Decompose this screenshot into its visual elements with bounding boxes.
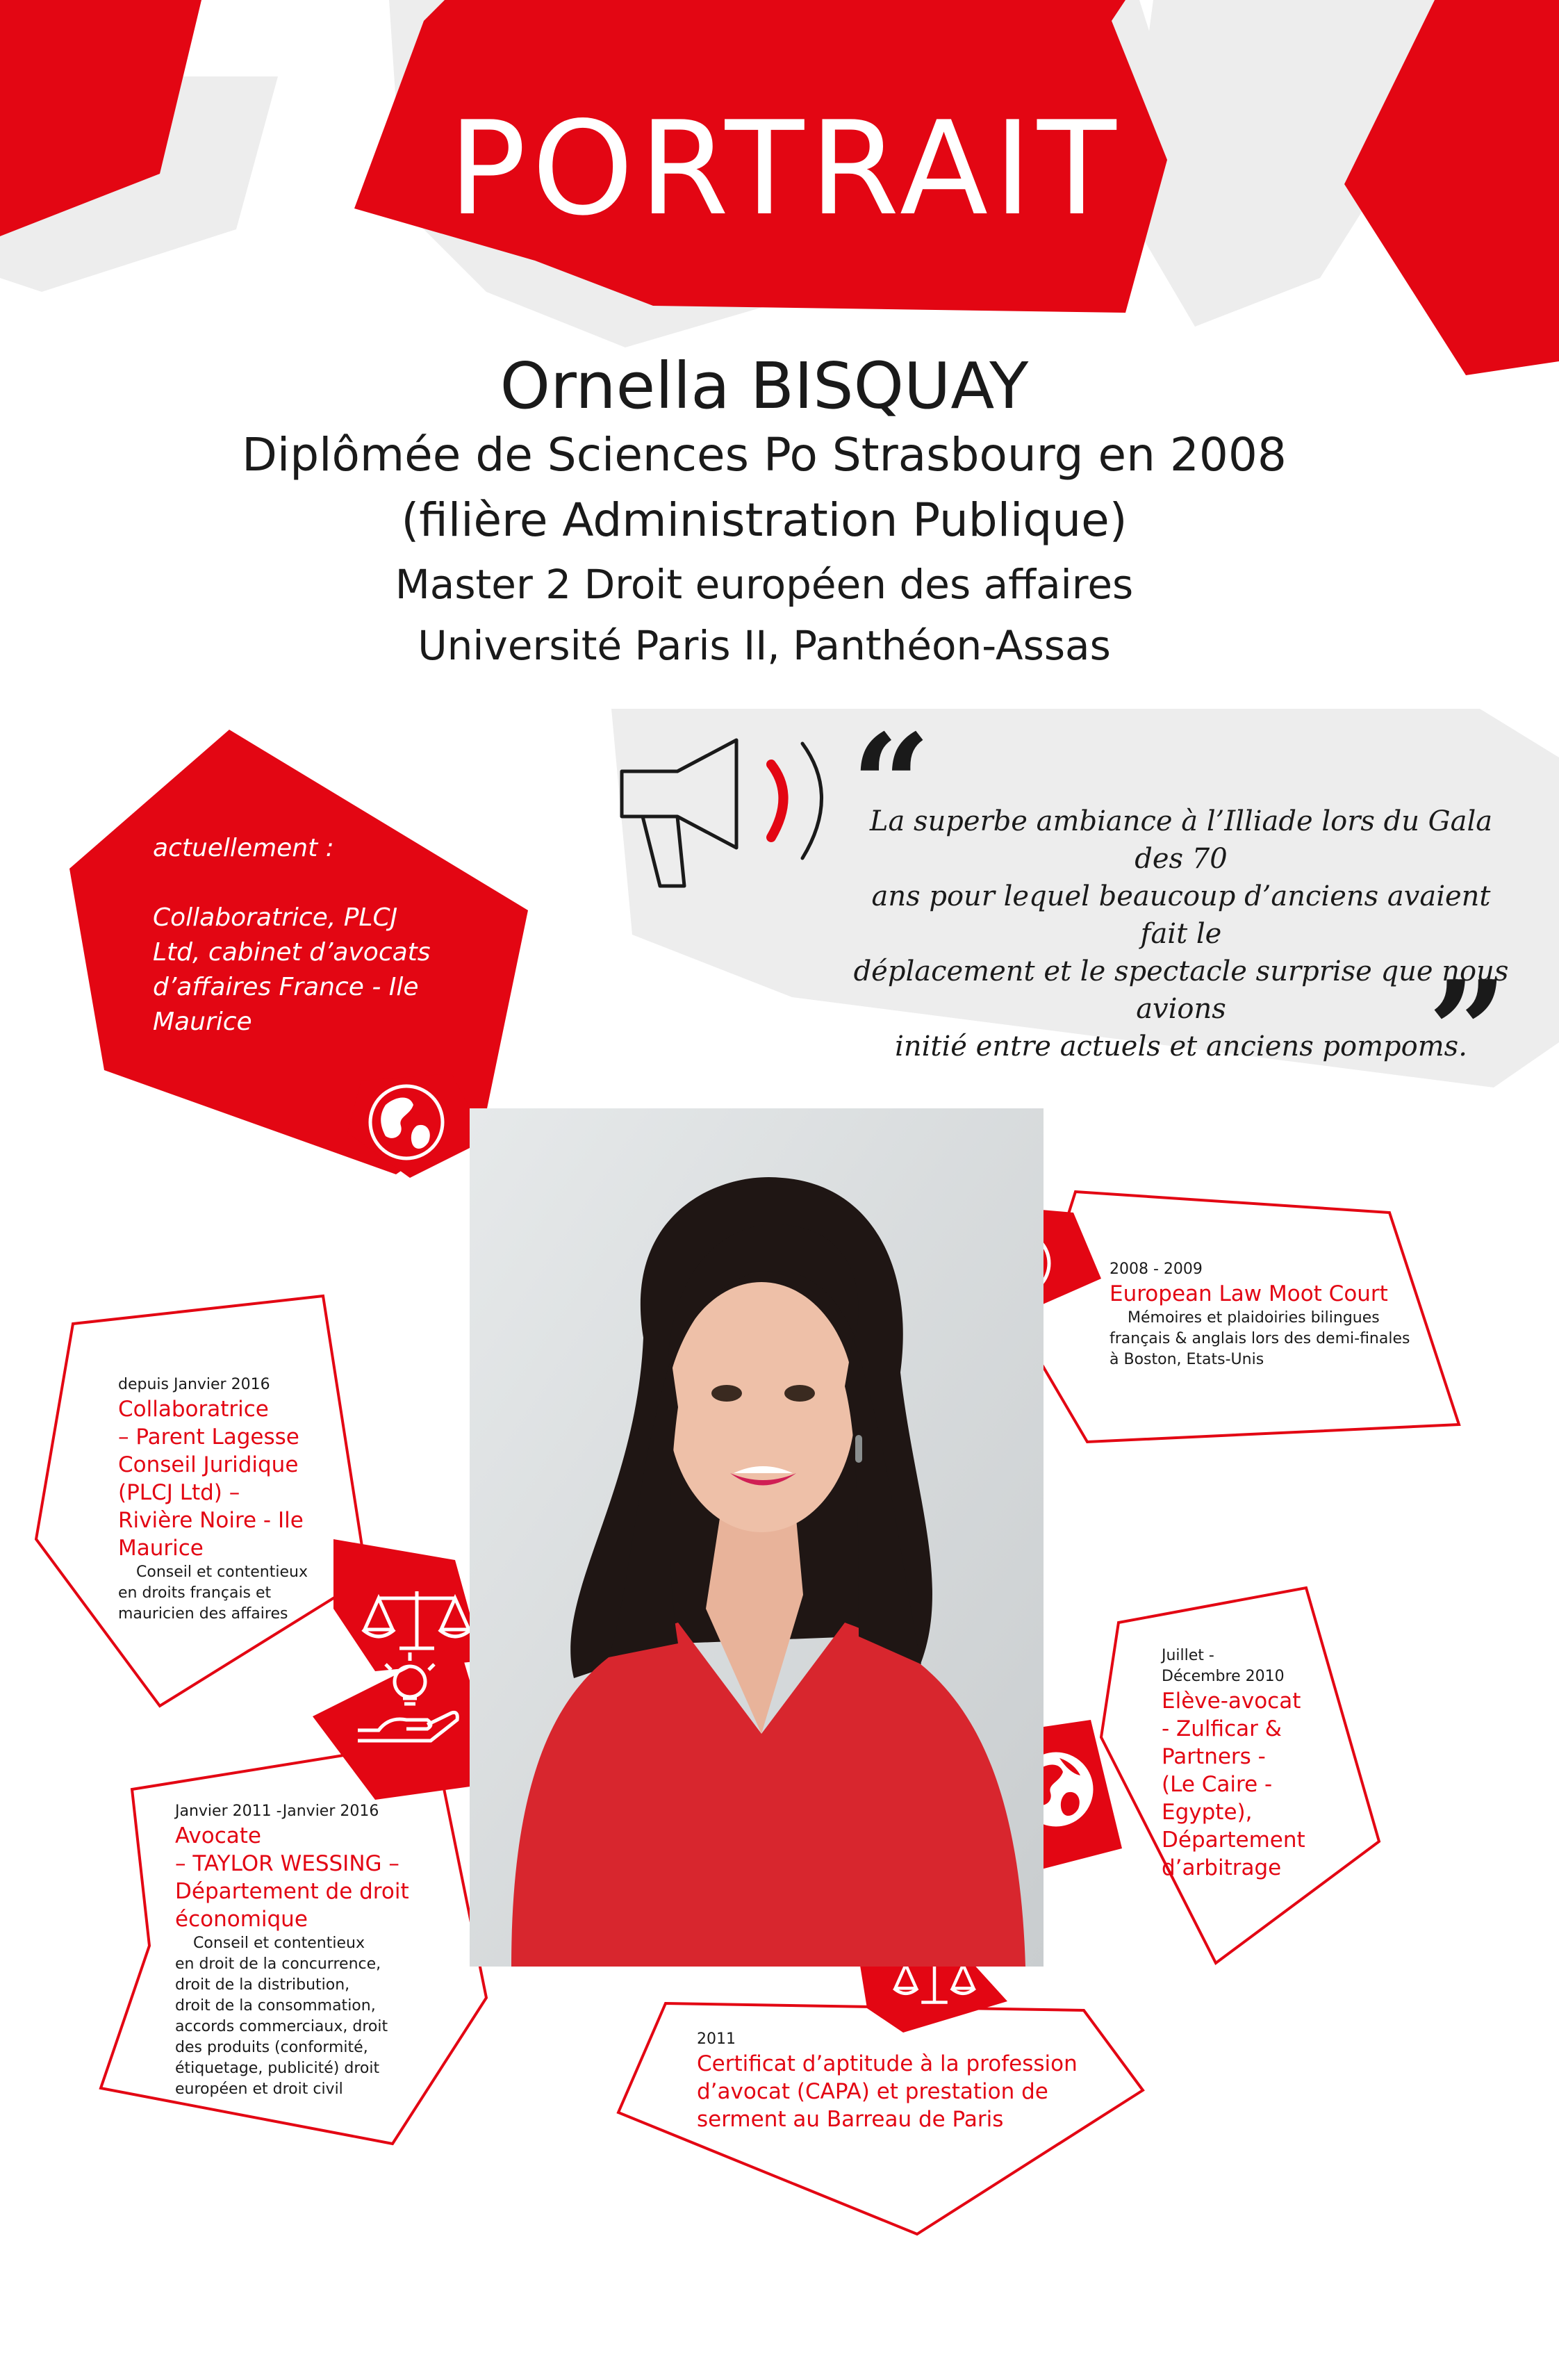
current-line: d’affaires France - Ile: [153, 973, 419, 1001]
zulficar-title-line: Egypte),: [1162, 1800, 1253, 1825]
taylor-desc-line: des produits (conformité,: [175, 2039, 368, 2056]
quote-line: déplacement et le spectacle surprise que nous avions: [853, 955, 1509, 1025]
taylor-date: Janvier 2011 -Janvier 2016: [175, 1803, 379, 1820]
taylor-title-line: Département de droit: [175, 1879, 409, 1904]
current-line: Ltd, cabinet d’avocats: [153, 938, 431, 967]
taylor-title-line: économique: [175, 1907, 308, 1932]
plcj-date: depuis Janvier 2016: [118, 1376, 270, 1393]
timeline-taylor-wessing: [175, 1801, 467, 2100]
page-title: PORTRAIT: [448, 93, 1122, 244]
current-line: Collaboratrice, PLCJ: [153, 903, 398, 932]
testimonial-quote: [848, 803, 1515, 1065]
quote-line: La superbe ambiance à l’Illiade lors du Gala des 70: [869, 805, 1493, 875]
taylor-desc-line: droit de la distribution,: [175, 1976, 350, 1994]
plcj-title-line: Rivière Noire - Ile: [118, 1508, 304, 1533]
quote-line: ans pour lequel beaucoup d’anciens avaient fait le: [871, 880, 1491, 950]
plcj-title-line: Maurice: [118, 1536, 204, 1561]
capa-title-line: d’avocat (CAPA) et prestation de: [697, 2079, 1048, 2104]
taylor-title-line: Avocate: [175, 1823, 261, 1848]
zulficar-title-line: (Le Caire -: [1162, 1772, 1273, 1797]
open-quote-mark: “: [851, 704, 932, 867]
zulficar-title-line: Département: [1162, 1828, 1305, 1853]
timeline-plcj: [118, 1374, 327, 1625]
person-name: Ornella BISQUAY: [500, 349, 1029, 423]
moot-date: 2008 - 2009: [1110, 1261, 1203, 1278]
current-line: Maurice: [153, 1008, 252, 1036]
plcj-title-line: Collaboratrice: [118, 1397, 269, 1422]
zulficar-title-line: Partners -: [1162, 1744, 1266, 1769]
taylor-desc-line: européen et droit civil: [175, 2081, 343, 2098]
taylor-title-line: – TAYLOR WESSING –: [175, 1851, 399, 1876]
zulficar-date-line: Décembre 2010: [1162, 1668, 1285, 1685]
moot-desc-line: Mémoires et plaidoiries bilingues: [1128, 1309, 1380, 1327]
capa-title-line: serment au Barreau de Paris: [697, 2107, 1004, 2132]
capa-title-line: Certificat d’aptitude à la profession: [697, 2051, 1078, 2076]
moot-desc-line: français & anglais lors des demi-finales: [1110, 1330, 1410, 1347]
zulficar-title-line: d’arbitrage: [1162, 1855, 1282, 1880]
zulficar-date-line: Juillet -: [1162, 1647, 1214, 1664]
taylor-desc-line: étiquetage, publicité) droit: [175, 2060, 380, 2077]
moot-desc-line: à Boston, Etats-Unis: [1110, 1351, 1264, 1368]
taylor-desc-line: Conseil et contentieux: [193, 1935, 365, 1952]
capa-date: 2011: [697, 2030, 736, 2048]
degree-line-3: Master 2 Droit européen des affaires: [395, 561, 1134, 608]
current-position: [153, 831, 459, 1040]
taylor-desc-line: droit de la consommation,: [175, 1997, 376, 2014]
quote-line: initié entre actuels et anciens pompoms.: [895, 1031, 1467, 1062]
portrait-photo: [470, 1108, 1044, 1967]
degree-line-2: (filière Administration Publique): [401, 493, 1128, 547]
timeline-zulficar: [1162, 1646, 1342, 1882]
plcj-title-line: – Parent Lagesse: [118, 1425, 299, 1450]
current-label: actuellement :: [153, 834, 334, 862]
taylor-desc-line: en droit de la concurrence,: [175, 1955, 381, 1973]
close-quote-mark: ”: [1428, 951, 1508, 1114]
plcj-title-line: (PLCJ Ltd) –: [118, 1480, 240, 1505]
taylor-desc-line: accords commerciaux, droit: [175, 2018, 388, 2035]
timeline-moot-court: [1110, 1259, 1436, 1370]
plcj-title-line: Conseil Juridique: [118, 1452, 299, 1477]
plcj-desc-line: en droits français et: [118, 1584, 272, 1602]
plcj-desc-line: Conseil et contentieux: [136, 1564, 308, 1581]
degree-line-4: Université Paris II, Panthéon-Assas: [418, 622, 1111, 669]
zulficar-title-line: - Zulficar &: [1162, 1716, 1282, 1741]
zulficar-title-line: Elève-avocat: [1162, 1689, 1301, 1714]
plcj-desc-line: mauricien des affaires: [118, 1605, 288, 1623]
timeline-capa: [697, 2029, 1128, 2133]
degree-line-1: Diplômée de Sciences Po Strasbourg en 2008: [242, 428, 1287, 482]
moot-title: European Law Moot Court: [1110, 1281, 1388, 1306]
